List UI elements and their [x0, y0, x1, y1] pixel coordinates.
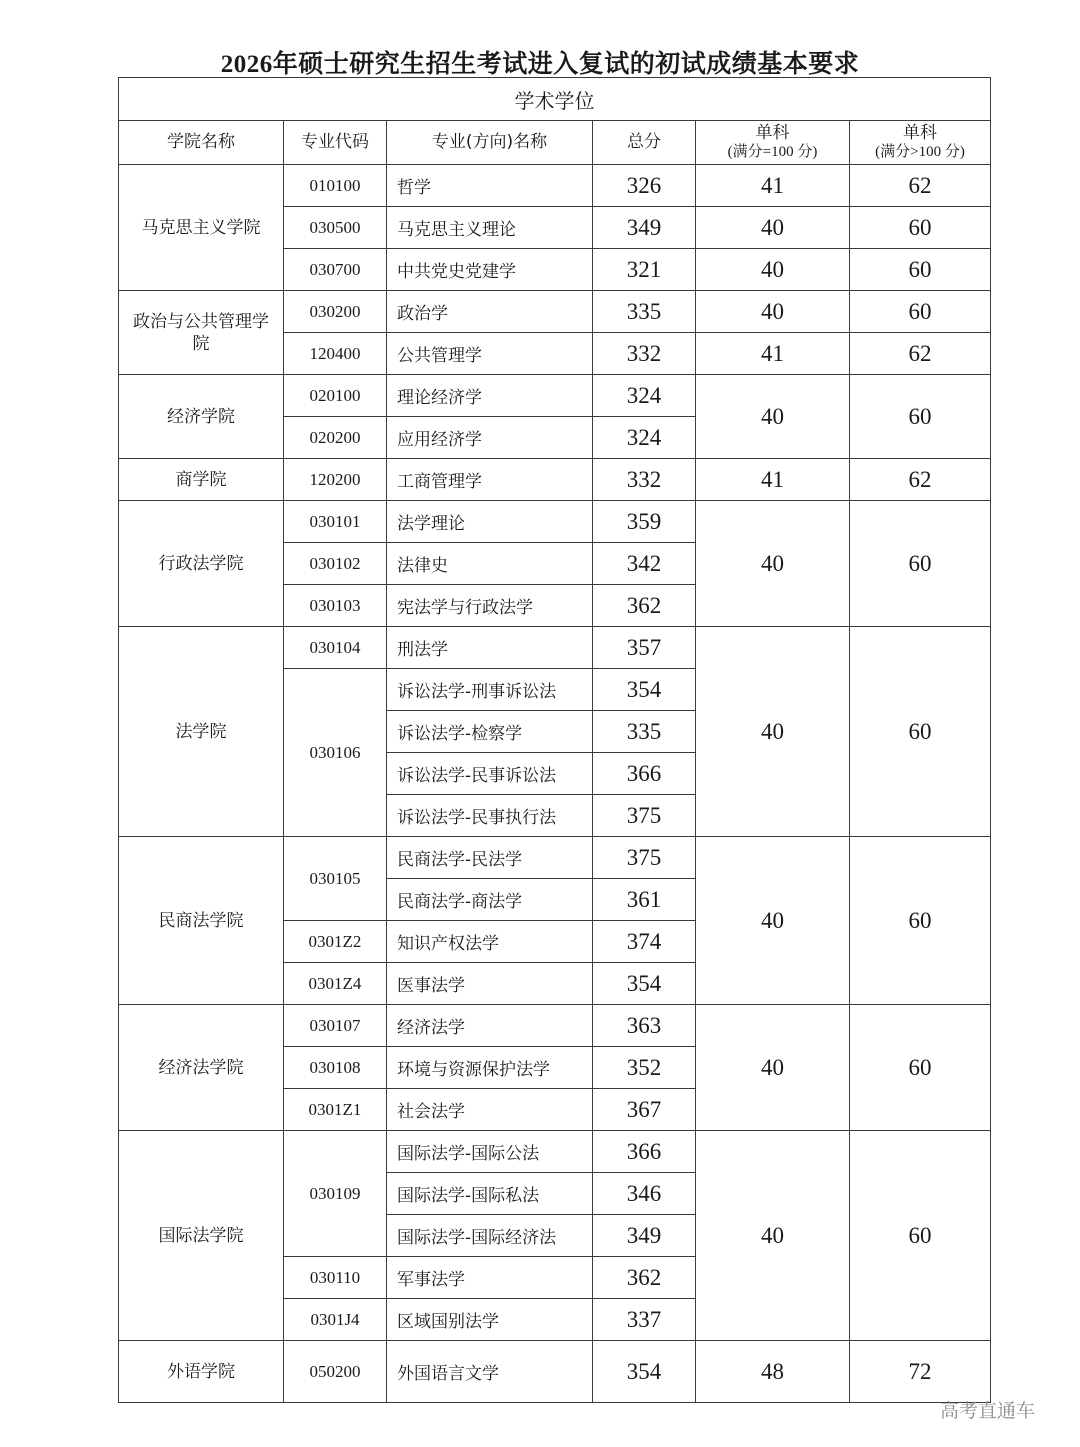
major-code: 020200: [284, 417, 387, 459]
single-100-score: 40: [696, 375, 850, 459]
major-name: 马克思主义理论: [387, 207, 593, 249]
single-over-100-score: 60: [850, 837, 991, 1005]
major-name: 诉讼法学-民事诉讼法: [387, 753, 593, 795]
college-name: 经济法学院: [119, 1005, 284, 1131]
single-over-100-score: 60: [850, 249, 991, 291]
total-score: 366: [593, 1131, 696, 1173]
college-name: 马克思主义学院: [119, 165, 284, 291]
total-score: 357: [593, 627, 696, 669]
header-single-over-100-line2: (满分>100 分): [875, 143, 965, 160]
page-title: 2026年硕士研究生招生考试进入复试的初试成绩基本要求: [220, 51, 860, 78]
major-code: 030200: [284, 291, 387, 333]
single-over-100-score: 72: [850, 1341, 991, 1403]
major-name: 军事法学: [387, 1257, 593, 1299]
single-over-100-score: 60: [850, 291, 991, 333]
major-name: 刑法学: [387, 627, 593, 669]
single-100-score: 40: [696, 627, 850, 837]
header-single-100-line2: (满分=100 分): [727, 143, 818, 160]
major-code: 030700: [284, 249, 387, 291]
single-100-score: 41: [696, 165, 850, 207]
table-row: [119, 291, 991, 333]
major-name: 宪法学与行政法学: [387, 585, 593, 627]
single-100-score: 48: [696, 1341, 850, 1403]
total-score: 324: [593, 375, 696, 417]
single-over-100-score: 60: [850, 1005, 991, 1131]
major-name: 国际法学-国际私法: [387, 1173, 593, 1215]
college-name: 商学院: [119, 459, 284, 501]
total-score: 349: [593, 207, 696, 249]
single-over-100-score: 62: [850, 333, 991, 375]
major-name: 外国语言文学: [387, 1341, 593, 1403]
major-name: 民商法学-民法学: [387, 837, 593, 879]
college-name: 经济学院: [119, 375, 284, 459]
single-100-score: 40: [696, 501, 850, 627]
table-row: [119, 837, 991, 879]
single-over-100-score: 60: [850, 501, 991, 627]
college-name: 法学院: [119, 627, 284, 837]
major-code: 020100: [284, 375, 387, 417]
major-name: 社会法学: [387, 1089, 593, 1131]
total-score: 354: [593, 669, 696, 711]
single-100-score: 40: [696, 837, 850, 1005]
major-name: 公共管理学: [387, 333, 593, 375]
single-over-100-score: 60: [850, 627, 991, 837]
major-name: 诉讼法学-检察学: [387, 711, 593, 753]
major-code: 120400: [284, 333, 387, 375]
major-name: 医事法学: [387, 963, 593, 1005]
major-code: 120200: [284, 459, 387, 501]
major-code: 0301Z4: [284, 963, 387, 1005]
single-over-100-score: 62: [850, 165, 991, 207]
table-row: [119, 375, 991, 417]
single-100-score: 41: [696, 333, 850, 375]
single-100-score: 40: [696, 249, 850, 291]
table-row: [119, 459, 991, 501]
major-code: 030101: [284, 501, 387, 543]
table-row: [119, 1005, 991, 1047]
single-100-score: 40: [696, 1131, 850, 1341]
header-single-over-100: [850, 121, 991, 165]
major-code: 030106: [284, 669, 387, 837]
total-score: 332: [593, 459, 696, 501]
total-score: 335: [593, 711, 696, 753]
major-name: 知识产权法学: [387, 921, 593, 963]
single-over-100-score: 60: [850, 1131, 991, 1341]
total-score: 362: [593, 585, 696, 627]
section-title: 学术学位: [119, 78, 991, 121]
table-row: [119, 1341, 991, 1403]
score-requirements-table: [118, 77, 991, 1403]
single-100-score: 40: [696, 291, 850, 333]
header-total: 总分: [593, 121, 696, 165]
total-score: 321: [593, 249, 696, 291]
total-score: 352: [593, 1047, 696, 1089]
total-score: 324: [593, 417, 696, 459]
college-name: 政治与公共管理学院: [119, 291, 284, 375]
college-name: 民商法学院: [119, 837, 284, 1005]
header-code: 专业代码: [284, 121, 387, 165]
major-name: 应用经济学: [387, 417, 593, 459]
single-over-100-score: 60: [850, 207, 991, 249]
major-name: 哲学: [387, 165, 593, 207]
major-code: 010100: [284, 165, 387, 207]
single-over-100-score: 60: [850, 375, 991, 459]
total-score: 354: [593, 1341, 696, 1403]
single-100-score: 41: [696, 459, 850, 501]
major-code: 030105: [284, 837, 387, 921]
table-row: [119, 501, 991, 543]
header-single-over-100-line1: 单科: [903, 122, 937, 143]
single-over-100-score: 62: [850, 459, 991, 501]
header-college: 学院名称: [119, 121, 284, 165]
major-code: 030107: [284, 1005, 387, 1047]
total-score: 346: [593, 1173, 696, 1215]
major-code: 030500: [284, 207, 387, 249]
major-code: 030108: [284, 1047, 387, 1089]
total-score: 366: [593, 753, 696, 795]
major-name: 中共党史党建学: [387, 249, 593, 291]
major-code: 050200: [284, 1341, 387, 1403]
total-score: 375: [593, 795, 696, 837]
table-row: [119, 627, 991, 669]
total-score: 367: [593, 1089, 696, 1131]
total-score: 359: [593, 501, 696, 543]
header-major-name: 专业(方向)名称: [387, 121, 593, 165]
watermark: 高考直通车: [940, 1400, 1036, 1422]
major-code: 0301Z1: [284, 1089, 387, 1131]
major-code: 030110: [284, 1257, 387, 1299]
major-name: 法学理论: [387, 501, 593, 543]
college-name: 外语学院: [119, 1341, 284, 1403]
college-name: 国际法学院: [119, 1131, 284, 1341]
major-code: 030104: [284, 627, 387, 669]
major-code: 030102: [284, 543, 387, 585]
major-name: 国际法学-国际公法: [387, 1131, 593, 1173]
single-100-score: 40: [696, 1005, 850, 1131]
major-code: 0301J4: [284, 1299, 387, 1341]
major-code: 030103: [284, 585, 387, 627]
major-name: 区域国别法学: [387, 1299, 593, 1341]
total-score: 374: [593, 921, 696, 963]
major-name: 法律史: [387, 543, 593, 585]
total-score: 332: [593, 333, 696, 375]
total-score: 375: [593, 837, 696, 879]
header-single-100: [696, 121, 850, 165]
major-name: 诉讼法学-刑事诉讼法: [387, 669, 593, 711]
total-score: 342: [593, 543, 696, 585]
college-name: 行政法学院: [119, 501, 284, 627]
major-name: 理论经济学: [387, 375, 593, 417]
major-name: 政治学: [387, 291, 593, 333]
header-single-100-line1: 单科: [755, 122, 790, 143]
major-code: 0301Z2: [284, 921, 387, 963]
total-score: 363: [593, 1005, 696, 1047]
total-score: 354: [593, 963, 696, 1005]
total-score: 361: [593, 879, 696, 921]
table-row: [119, 1131, 991, 1173]
total-score: 349: [593, 1215, 696, 1257]
major-code: 030109: [284, 1131, 387, 1257]
single-100-score: 40: [696, 207, 850, 249]
total-score: 362: [593, 1257, 696, 1299]
major-name: 民商法学-商法学: [387, 879, 593, 921]
major-name: 经济法学: [387, 1005, 593, 1047]
major-name: 环境与资源保护法学: [387, 1047, 593, 1089]
total-score: 337: [593, 1299, 696, 1341]
total-score: 326: [593, 165, 696, 207]
total-score: 335: [593, 291, 696, 333]
major-name: 工商管理学: [387, 459, 593, 501]
major-name: 国际法学-国际经济法: [387, 1215, 593, 1257]
major-name: 诉讼法学-民事执行法: [387, 795, 593, 837]
table-row: [119, 165, 991, 207]
